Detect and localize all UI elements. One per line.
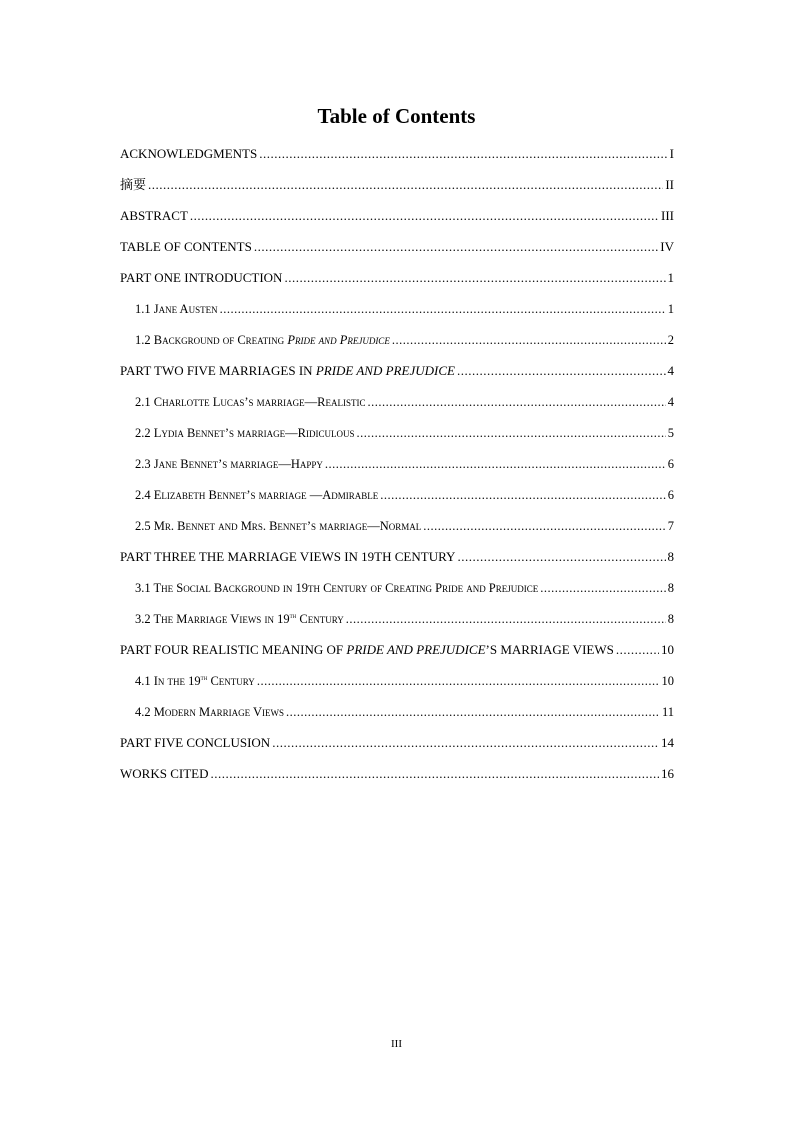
toc-entry-page: 10 (661, 674, 674, 688)
toc-entry-label: 2.2 Lydia Bennet’s marriage—Ridiculous (135, 426, 355, 440)
toc-entry-page: 16 (661, 766, 674, 781)
toc-entry-page: 8 (667, 612, 674, 626)
toc-entry-label: 2.1 Charlotte Lucas’s marriage—Realistic (135, 395, 366, 409)
dot-leader (284, 266, 665, 290)
toc-entry-page: 8 (667, 549, 674, 564)
toc-entry-label: 4.2 Modern Marriage Views (135, 705, 285, 719)
dot-leader (616, 638, 659, 662)
dot-leader (457, 359, 666, 383)
toc-entry-label: 3.1 The Social Background in 19th Century of Creating Pride and Prejudice (135, 581, 539, 595)
toc-entry-page: 1 (667, 270, 674, 285)
toc-entry-part-one[interactable] (120, 266, 674, 297)
toc-entry-page: 2 (667, 333, 674, 347)
toc-entry-page: 1 (667, 302, 674, 316)
toc-entry-works-cited[interactable] (120, 762, 674, 793)
dot-leader (325, 452, 666, 476)
toc-entry-page: III (661, 208, 674, 223)
toc-entry-label: ACKNOWLEDGMENTS (120, 146, 258, 161)
toc-entry-label (120, 359, 455, 383)
dot-leader (423, 514, 666, 538)
label-text-suffix: ’S MARRIAGE VIEWS (485, 642, 614, 657)
dot-leader (254, 235, 658, 259)
label-text: 3.2 The Marriage Views in 19 (135, 612, 290, 626)
toc-entry-label (120, 638, 614, 662)
toc-entry-abstract[interactable] (120, 204, 674, 235)
dot-leader (392, 328, 666, 352)
toc-entry-page: 8 (667, 581, 674, 595)
label-text: 1.2 Background of Creating (135, 333, 288, 347)
toc-entry-1-2[interactable] (120, 328, 674, 359)
dot-leader (457, 545, 665, 569)
toc-entry-page: 11 (661, 705, 674, 719)
toc-entry-label: ABSTRACT (120, 208, 188, 223)
toc-entry-page: 14 (661, 735, 674, 750)
dot-leader (380, 483, 665, 507)
label-italic: Pride and Prejudice (287, 333, 390, 347)
dot-leader (190, 204, 659, 228)
dot-leader (220, 297, 666, 321)
toc-entry-label: 1.1 Jane Austen (135, 302, 218, 316)
label-text: 4.1 In the 19 (135, 674, 201, 688)
toc-entry-label: PART FIVE CONCLUSION (120, 735, 271, 750)
toc-entry-label: WORKS CITED (120, 766, 209, 781)
label-superscript: th (200, 673, 208, 682)
dot-leader (148, 173, 663, 197)
toc-entry-page: II (665, 177, 674, 192)
toc-entry-3-2[interactable] (120, 607, 674, 638)
toc-entry-part-four[interactable] (120, 638, 674, 669)
toc-entry-abstract-chinese[interactable] (120, 173, 674, 204)
dot-leader (356, 421, 665, 445)
toc-entry-page: 6 (667, 488, 674, 502)
dot-leader (367, 390, 665, 414)
label-text: PART FOUR REALISTIC MEANING OF (120, 642, 347, 657)
toc-entry-table-of-contents[interactable] (120, 235, 674, 266)
toc-entry-part-two[interactable] (120, 359, 674, 390)
dot-leader (257, 669, 660, 693)
dot-leader (272, 731, 659, 755)
toc-entry-acknowledgments[interactable] (120, 142, 674, 173)
toc-entry-page: 6 (667, 457, 674, 471)
dot-leader (346, 607, 666, 631)
toc-entry-1-1[interactable] (120, 297, 674, 328)
dot-leader (210, 762, 659, 786)
dot-leader (259, 142, 667, 166)
toc-entry-part-five[interactable] (120, 731, 674, 762)
toc-entry-2-4[interactable] (120, 483, 674, 514)
toc-entry-label (135, 607, 344, 631)
toc-entry-2-5[interactable] (120, 514, 674, 545)
toc-entry-page: 4 (667, 363, 674, 378)
toc-entry-3-1[interactable] (120, 576, 674, 607)
label-italic: PRIDE AND PREJUDICE (315, 363, 455, 378)
toc-entry-2-2[interactable] (120, 421, 674, 452)
toc-entry-2-1[interactable] (120, 390, 674, 421)
toc-entry-page: 5 (667, 426, 674, 440)
toc-entry-page: 7 (667, 519, 674, 533)
label-text-suffix: Century (296, 612, 344, 626)
page-title: Table of Contents (317, 104, 476, 128)
toc-entry-label: TABLE OF CONTENTS (120, 239, 252, 254)
toc-list (120, 142, 674, 793)
toc-entry-page: 4 (667, 395, 674, 409)
toc-entry-label: 2.5 Mr. Bennet and Mrs. Bennet’s marriage—Normal (135, 519, 422, 533)
toc-entry-label: 摘要 (120, 177, 147, 192)
dot-leader (540, 576, 665, 600)
toc-entry-label: PART ONE INTRODUCTION (120, 270, 283, 285)
toc-entry-4-2[interactable] (120, 700, 674, 731)
toc-entry-label (135, 328, 390, 352)
toc-entry-page: 10 (661, 642, 674, 657)
toc-entry-4-1[interactable] (120, 669, 674, 700)
label-text-suffix: Century (207, 674, 255, 688)
dot-leader (286, 700, 660, 724)
toc-entry-label: PART THREE THE MARRIAGE VIEWS IN 19TH CENTURY (120, 549, 456, 564)
toc-entry-2-3[interactable] (120, 452, 674, 483)
toc-entry-part-three[interactable] (120, 545, 674, 576)
toc-entry-page: IV (660, 239, 674, 254)
toc-entry-label: 2.3 Jane Bennet’s marriage—Happy (135, 457, 323, 471)
toc-entry-label: 2.4 Elizabeth Bennet’s marriage —Admirable (135, 488, 379, 502)
toc-entry-label (135, 669, 255, 693)
label-italic: PRIDE AND PREJUDICE (346, 642, 486, 657)
page-number: III (391, 1038, 402, 1050)
label-superscript: th (289, 611, 297, 620)
toc-entry-page: I (669, 146, 674, 161)
label-text: PART TWO FIVE MARRIAGES IN (120, 363, 316, 378)
